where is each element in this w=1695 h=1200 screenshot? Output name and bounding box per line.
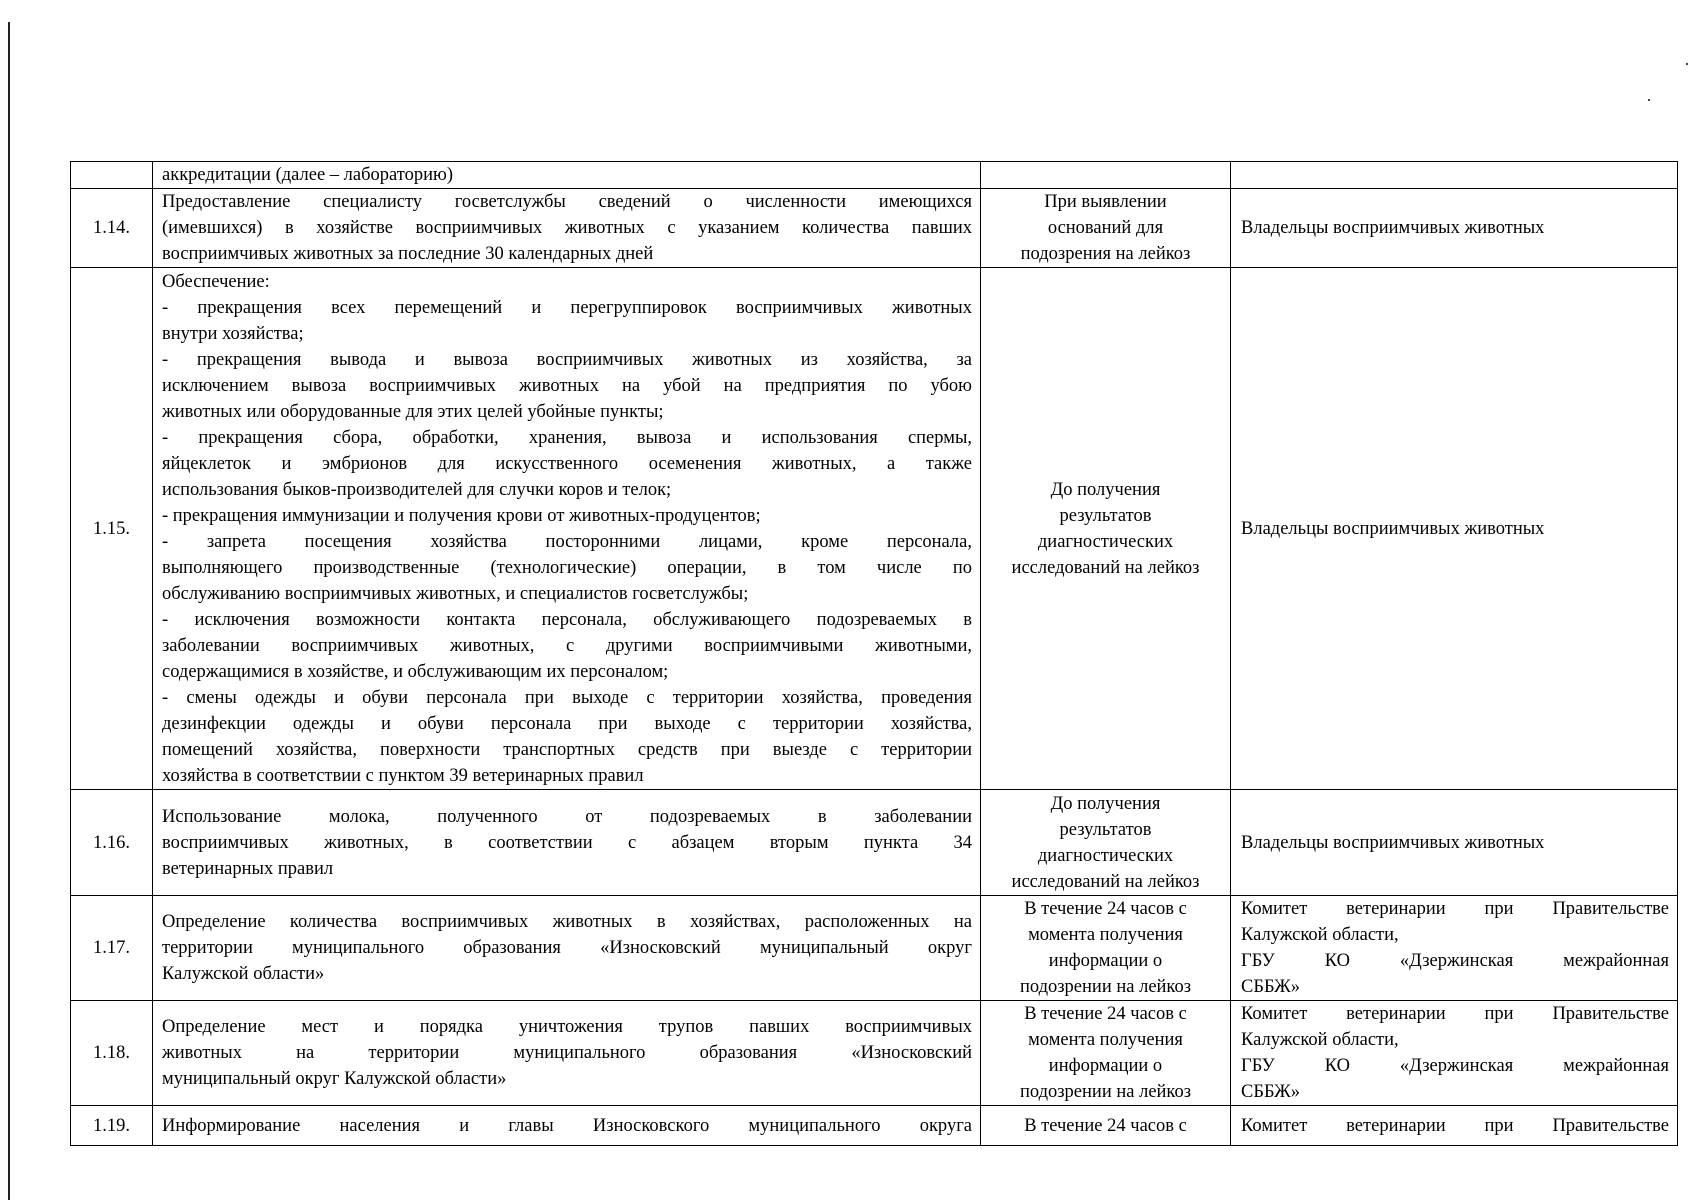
item-number: 1.16.: [71, 790, 153, 896]
term-line: момента получения: [1028, 1030, 1183, 1050]
resp-line: Комитет ветеринарии при Правительстве: [1241, 1004, 1669, 1024]
item-number: 1.14.: [71, 189, 153, 268]
resp-line: СББЖ»: [1241, 977, 1300, 997]
resp-line: Комитет ветеринарии при Правительстве: [1241, 899, 1669, 919]
action-line: Определение количества восприимчивых животных в хозяйствах, расположенных на: [162, 912, 972, 932]
action-line: - смены одежды и обуви персонала при выходе с территории хозяйства, проведения: [162, 687, 972, 708]
term-line: результатов: [1059, 819, 1152, 840]
resp-line: ГБУ КО «Дзержинская межрайонная: [1241, 951, 1669, 971]
term-line: диагностических: [1037, 845, 1174, 866]
action-line: восприимчивых животных за последние 30 календарных дней: [162, 244, 654, 264]
scan-speck: [1686, 63, 1688, 65]
term-cell: [981, 162, 1231, 189]
term-line: В течение 24 часов с: [1024, 1004, 1187, 1024]
table-row: [71, 268, 1678, 790]
table-row: [71, 1106, 1678, 1146]
term-line: результатов: [1059, 505, 1152, 526]
action-line: - прекращения сбора, обработки, хранения, вывоза и использования спермы,: [162, 427, 972, 448]
table-row: [71, 896, 1678, 1001]
table-row: [71, 162, 1678, 189]
action-line: содержащимися в хозяйстве, и обслуживающим их персоналом;: [162, 661, 669, 682]
resp-line: Владельцы восприимчивых животных: [1241, 832, 1545, 853]
table-row: [71, 790, 1678, 896]
action-line: выполняющего производственные (технологические) операции, в том числе по: [162, 557, 972, 578]
term-line: оснований для: [1047, 218, 1164, 238]
resp-line: Калужской области,: [1241, 1030, 1399, 1050]
action-line: восприимчивых животных, в соответствии с абзацем вторым пункта 34: [162, 832, 972, 853]
action-cell: [153, 1001, 981, 1106]
term-line: При выявлении: [1044, 192, 1167, 212]
action-line: Использование молока, полученного от подозреваемых в заболевании: [162, 806, 972, 827]
term-line: В течение 24 часов с: [1024, 1115, 1187, 1136]
term-line: В течение 24 часов с: [1024, 899, 1187, 919]
item-number: 1.18.: [71, 1001, 153, 1106]
term-line: исследований на лейкоз: [1011, 871, 1200, 892]
table-row: [71, 189, 1678, 268]
action-line: (имевшихся) в хозяйстве восприимчивых животных с указанием количества павших: [162, 218, 972, 238]
resp-line: Комитет ветеринарии при Правительстве: [1241, 1115, 1669, 1136]
term-line: подозрении на лейкоз: [1019, 977, 1192, 997]
action-cell: [153, 189, 981, 268]
item-number: 1.19.: [71, 1106, 153, 1146]
action-line: ветеринарных правил: [162, 858, 334, 879]
action-line: помещений хозяйства, поверхности транспортных средств при выезде с территории: [162, 739, 972, 760]
term-cell: [981, 1001, 1231, 1106]
action-line: исключением вывоза восприимчивых животных на убой на предприятия по убою: [162, 375, 972, 396]
action-cell: [153, 896, 981, 1001]
term-line: подозрения на лейкоз: [1020, 244, 1191, 264]
responsible-cell: [1231, 268, 1678, 790]
action-line: - прекращения иммунизации и получения крови от животных-продуцентов;: [162, 505, 761, 526]
term-line: информации о: [1048, 951, 1163, 971]
action-line: Предоставление специалисту госветслужбы сведений о численности имеющихся: [162, 192, 972, 212]
resp-line: Владельцы восприимчивых животных: [1241, 218, 1545, 238]
action-line: хозяйства в соответствии с пунктом 39 ветеринарных правил: [162, 765, 644, 786]
term-cell: [981, 790, 1231, 896]
action-line: обслуживанию восприимчивых животных, и специалистов госветслужбы;: [162, 583, 749, 604]
table-row: [71, 1001, 1678, 1106]
scan-speck: [1648, 99, 1650, 101]
action-line: Калужской области»: [162, 964, 325, 984]
responsible-cell: [1231, 1001, 1678, 1106]
action-line: дезинфекции одежды и обуви персонала при выходе с территории хозяйства,: [162, 713, 972, 734]
term-line: подозрении на лейкоз: [1019, 1082, 1192, 1102]
action-line: животных на территории муниципального образования «Износковский: [162, 1043, 972, 1063]
action-line: яйцеклеток и эмбрионов для искусственного осеменения животных, а также: [162, 453, 972, 474]
action-line: животных или оборудованные для этих целей убойные пункты;: [162, 401, 664, 422]
item-number: [71, 162, 153, 189]
responsible-cell: [1231, 189, 1678, 268]
term-cell: [981, 189, 1231, 268]
term-line: До получения: [1050, 479, 1161, 500]
responsible-cell: [1231, 1106, 1678, 1146]
term-line: диагностических: [1037, 531, 1174, 552]
action-line: муниципальный округ Калужской области»: [162, 1069, 507, 1089]
item-number: 1.17.: [71, 896, 153, 1001]
term-cell: [981, 268, 1231, 790]
action-cell: [153, 268, 981, 790]
action-cell: [153, 162, 981, 189]
resp-line: Калужской области,: [1241, 925, 1399, 945]
term-cell: [981, 896, 1231, 1001]
action-line: аккредитации (далее – лабораторию): [162, 165, 453, 185]
action-line: Обеспечение:: [162, 271, 270, 292]
measures-table: [70, 161, 1678, 1146]
action-line: использования быков-производителей для случки коров и телок;: [162, 479, 672, 500]
action-line: - прекращения вывода и вывоза восприимчивых животных из хозяйства, за: [162, 349, 972, 370]
action-line: - прекращения всех перемещений и перегруппировок восприимчивых животных: [162, 297, 972, 318]
action-cell: [153, 790, 981, 896]
action-line: внутри хозяйства;: [162, 323, 304, 344]
term-line: До получения: [1050, 793, 1161, 814]
action-line: территории муниципального образования «Износковский муниципальный округ: [162, 938, 972, 958]
resp-line: ГБУ КО «Дзержинская межрайонная: [1241, 1056, 1669, 1076]
term-cell: [981, 1106, 1231, 1146]
responsible-cell: [1231, 162, 1678, 189]
term-line: информации о: [1048, 1056, 1163, 1076]
page-edge-line: [8, 22, 10, 1200]
action-line: заболевании восприимчивых животных, с другими восприимчивыми животными,: [162, 635, 972, 656]
responsible-cell: [1231, 790, 1678, 896]
action-line: Определение мест и порядка уничтожения трупов павших восприимчивых: [162, 1017, 972, 1037]
resp-line: Владельцы восприимчивых животных: [1241, 518, 1545, 539]
responsible-cell: [1231, 896, 1678, 1001]
action-line: - исключения возможности контакта персонала, обслуживающего подозреваемых в: [162, 609, 972, 630]
term-line: момента получения: [1028, 925, 1183, 945]
action-line: Информирование населения и главы Износковского муниципального округа: [162, 1115, 972, 1136]
action-cell: [153, 1106, 981, 1146]
action-line: - запрета посещения хозяйства посторонними лицами, кроме персонала,: [162, 531, 972, 552]
resp-line: СББЖ»: [1241, 1082, 1300, 1102]
term-line: исследований на лейкоз: [1011, 557, 1200, 578]
item-number: 1.15.: [71, 268, 153, 790]
